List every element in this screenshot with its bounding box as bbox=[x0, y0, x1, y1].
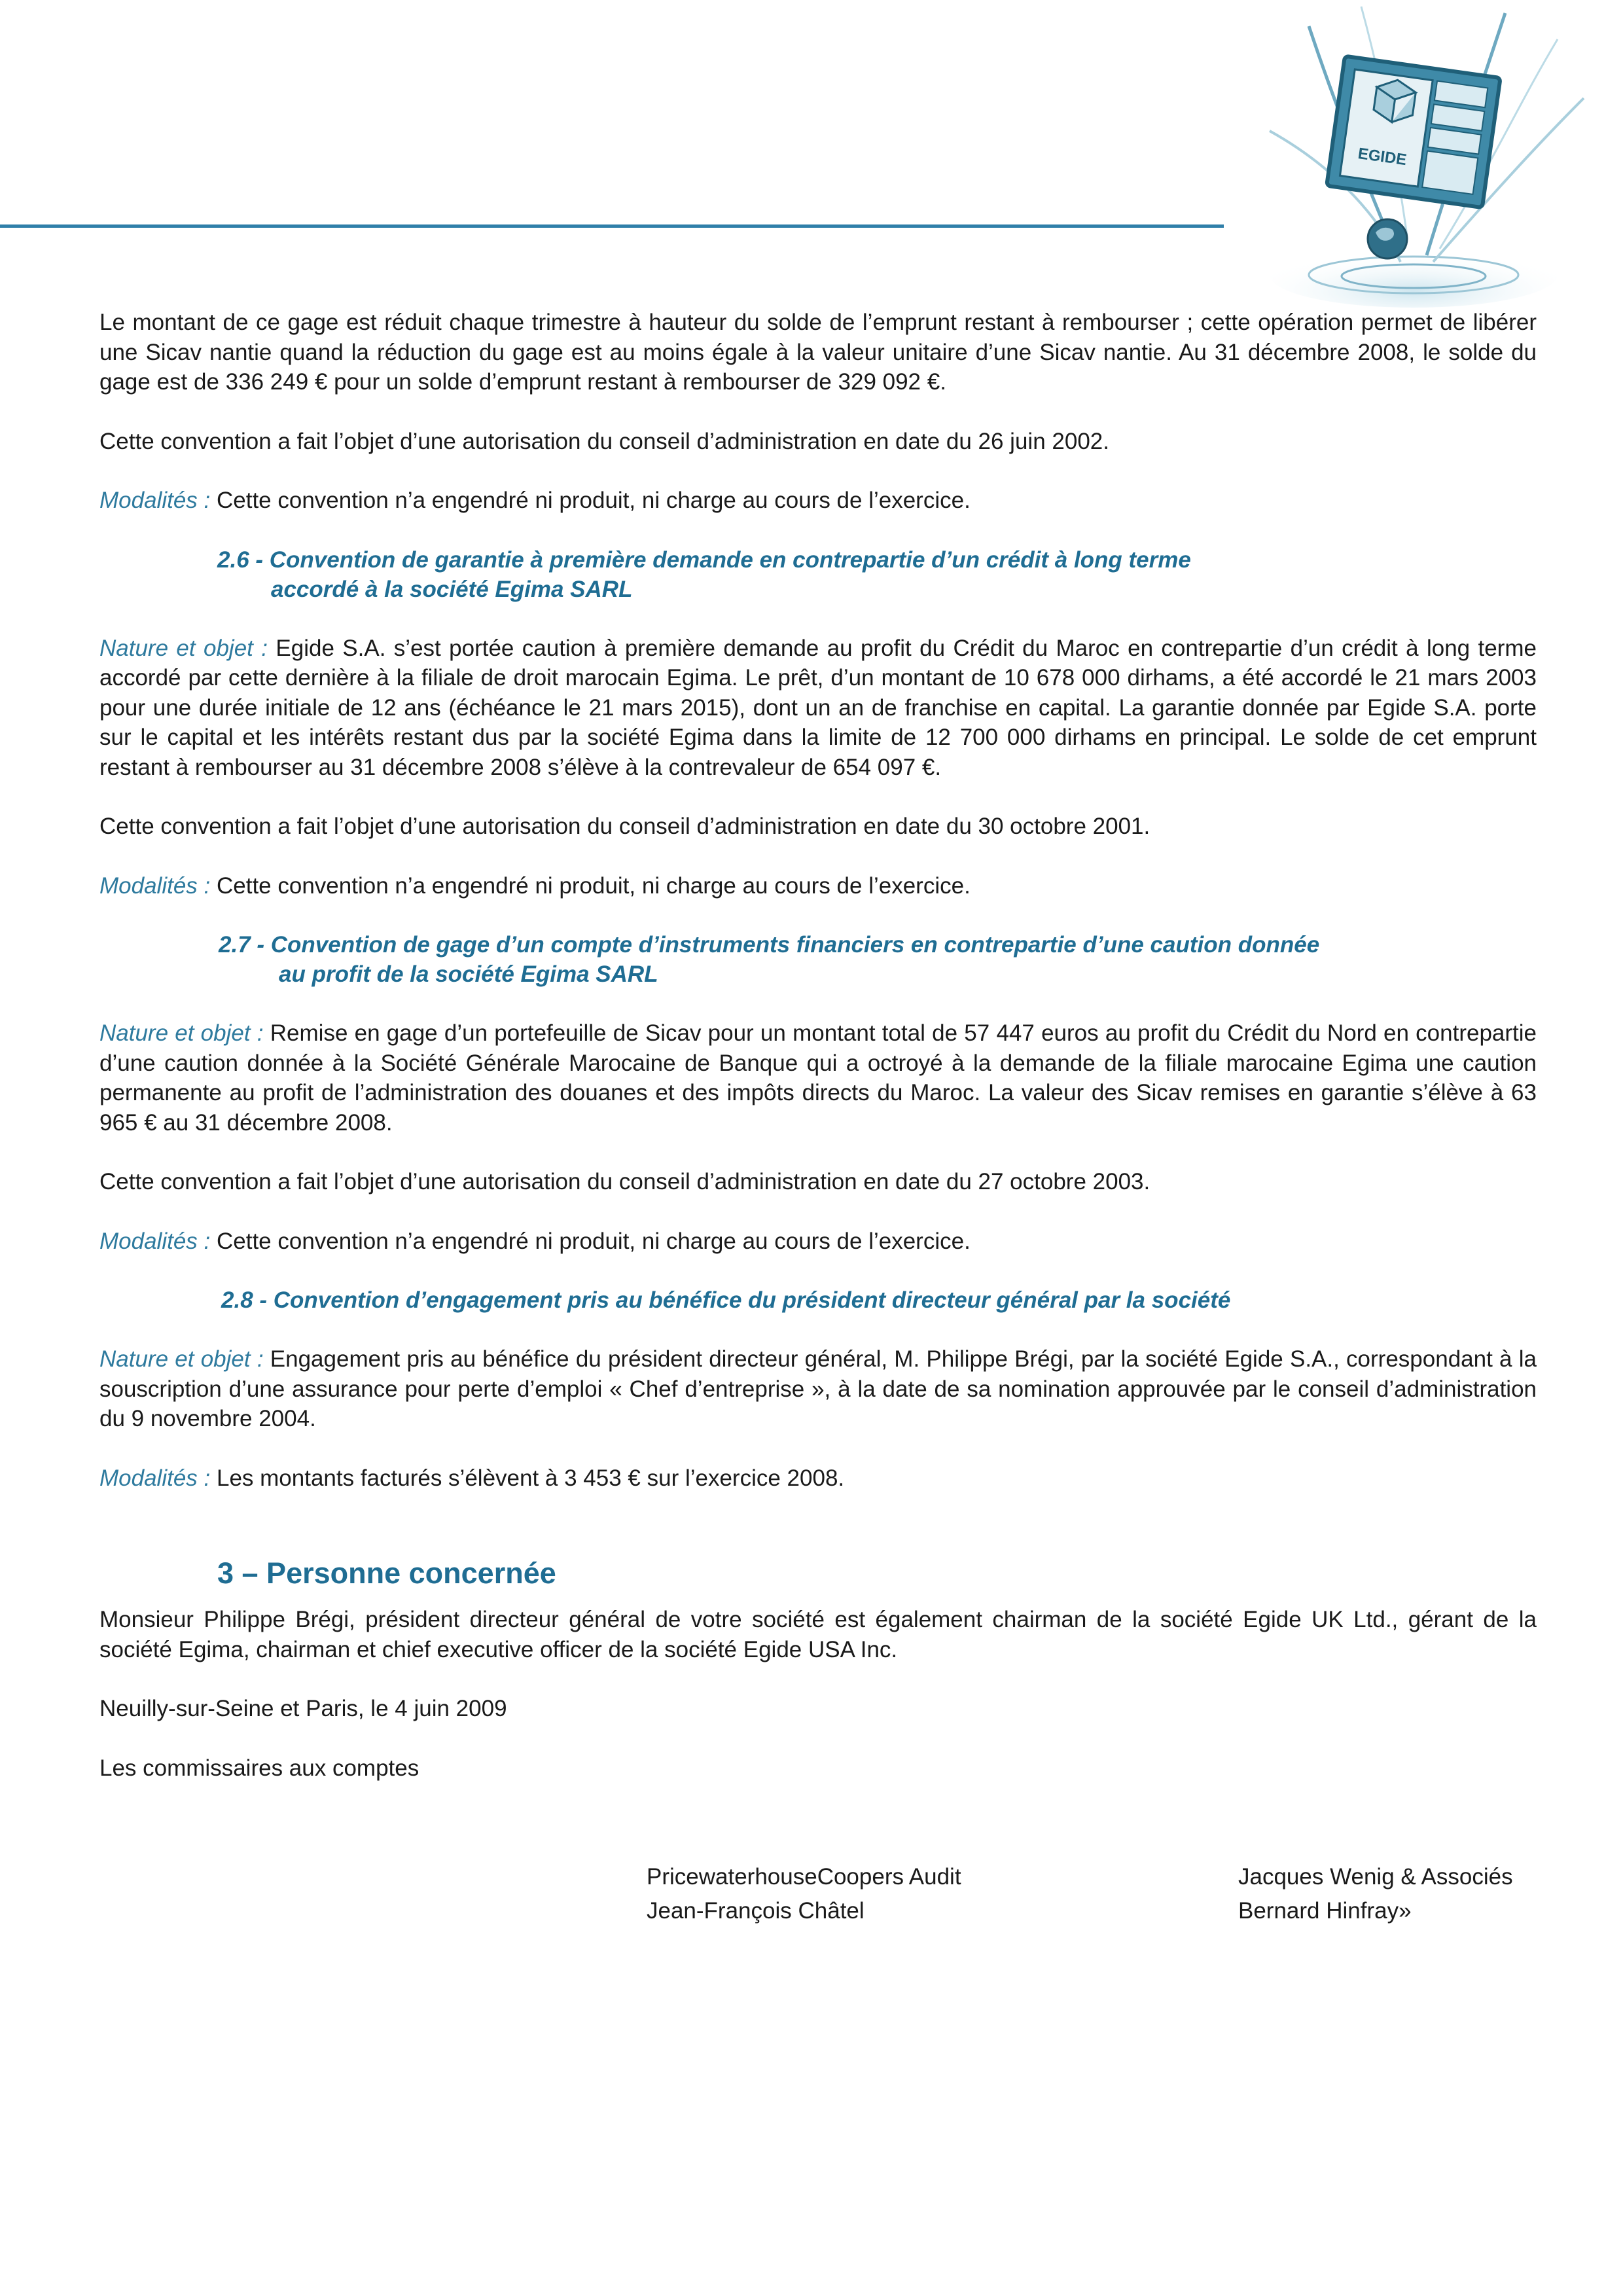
modalites-label: Modalités : bbox=[99, 488, 211, 513]
section-2-6-title: 2.6 - Convention de garantie à première demande en contrepartie d’un crédit à long terme accordé à la société Egima SARL bbox=[217, 547, 1191, 602]
section-2-7-nature bbox=[99, 1018, 1537, 1138]
section-2-6-autorisation: Cette convention a fait l’objet d’une autorisation du conseil d’administration en date du 30 octobre 2001. bbox=[99, 814, 1150, 839]
section-3-heading: 3 – Personne concernée bbox=[217, 1556, 556, 1590]
modalites-text: Les montants facturés s’élèvent à 3 453 € sur l’exercice 2008. bbox=[216, 1465, 845, 1491]
section-2-8-modalites bbox=[99, 1463, 1537, 1494]
commissaires-line: Les commissaires aux comptes bbox=[99, 1755, 419, 1781]
signature-right-name: Bernard Hinfray» bbox=[1238, 1898, 1412, 1924]
signature-right-firm: Jacques Wenig & Associés bbox=[1238, 1864, 1513, 1890]
nature-text: Remise en gage d’un portefeuille de Sicav pour un montant total de 57 447 euros au profit du Crédit du Nord en contrepartie d’une caution donnée à la Société Générale Marocaine de Banque qui a octroyé à la demande de la filiale marocaine Egima une caution permanente au profit de l’administration des douanes et des impôts directs du Maroc. La valeur des Sicav remises en garantie s’élève à 63 965 € au 31 décembre 2008. bbox=[99, 1020, 1537, 1136]
section-2-7-autorisation: Cette convention a fait l’objet d’une autorisation du conseil d’administration en date du 27 octobre 2003. bbox=[99, 1169, 1150, 1194]
intro-paragraph: Le montant de ce gage est réduit chaque trimestre à hauteur du solde de l’emprunt restant à rembourser ; cette opération permet de libérer une Sicav nantie quand la réduction du gage est au moins égale à la valeur unitaire d’une Sicav nantie. Au 31 décembre 2008, le solde du gage est de 336 249 € pour un solde d’emprunt restant à rembourser de 329 092 €. bbox=[99, 310, 1537, 395]
section-2-6-modalites bbox=[99, 871, 1537, 901]
document-body bbox=[99, 308, 1537, 1812]
modalites-label: Modalités : bbox=[99, 1465, 211, 1491]
modalites-label: Modalités : bbox=[99, 1228, 211, 1254]
modalites-text: Cette convention n’a engendré ni produit, ni charge au cours de l’exercice. bbox=[216, 488, 971, 513]
intro-modalites bbox=[99, 486, 1537, 516]
section-2-8-title: 2.8 - Convention d’engagement pris au bénéfice du président directeur général par la société bbox=[221, 1287, 1231, 1313]
place-date: Neuilly-sur-Seine et Paris, le 4 juin 2009 bbox=[99, 1696, 507, 1721]
egide-logo-illustration bbox=[1230, 0, 1623, 314]
nature-text: Egide S.A. s’est portée caution à première demande au profit du Crédit du Maroc en contrepartie d’un crédit à long terme accordé par cette dernière à la filiale de droit marocain Egima. Le prêt, d’un montant de 10 678 000 dirhams, a été accordé le 21 mars 2003 pour une durée initiale de 12 ans (échéance le 21 mars 2015), dont un an de franchise en capital. La garantie donnée par Egide S.A. porte sur le capital et les intérêts restant dus par la société Egima dans la limite de 12 700 000 dirhams en principal. Le solde de cet emprunt restant à rembourser au 31 décembre 2008 s’élève à la contrevaleur de 654 097 €. bbox=[99, 635, 1537, 780]
nature-text: Engagement pris au bénéfice du président directeur général, M. Philippe Brégi, par la société Egide S.A., correspondant à la souscription d’une assurance pour perte d’emploi « Chef d’entreprise », à la date de sa nomination approuvée par le conseil d’administration du 9 novembre 2004. bbox=[99, 1346, 1537, 1431]
nature-label: Nature et objet : bbox=[99, 1020, 264, 1046]
signature-left bbox=[647, 1860, 961, 1928]
intro-autorisation: Cette convention a fait l’objet d’une autorisation du conseil d’administration en date du 26 juin 2002. bbox=[99, 428, 1109, 454]
section-2-7-modalites bbox=[99, 1227, 1537, 1257]
signature-right bbox=[1238, 1860, 1513, 1928]
section-2-6-nature bbox=[99, 634, 1537, 783]
section-2-8-nature bbox=[99, 1344, 1537, 1434]
modalites-label: Modalités : bbox=[99, 872, 211, 899]
modalites-text: Cette convention n’a engendré ni produit, ni charge au cours de l’exercice. bbox=[216, 1228, 971, 1254]
header-divider bbox=[0, 224, 1224, 228]
section-3-text: Monsieur Philippe Brégi, président directeur général de votre société est également chairman de la société Egide UK Ltd., gérant de la société Egima, chairman et chief executive officer de la société Egide USA Inc. bbox=[99, 1607, 1537, 1662]
section-2-7-title: 2.7 - Convention de gage d’un compte d’instruments financiers en contrepartie d’une caution donnée au profit de la société Egima SARL bbox=[219, 932, 1320, 987]
logo-text: EGIDE bbox=[1357, 145, 1408, 170]
nature-label: Nature et objet : bbox=[99, 635, 268, 661]
signature-left-name: Jean-François Châtel bbox=[647, 1898, 865, 1924]
signature-left-firm: PricewaterhouseCoopers Audit bbox=[647, 1864, 961, 1890]
nature-label: Nature et objet : bbox=[99, 1346, 264, 1372]
modalites-text: Cette convention n’a engendré ni produit, ni charge au cours de l’exercice. bbox=[216, 872, 971, 899]
